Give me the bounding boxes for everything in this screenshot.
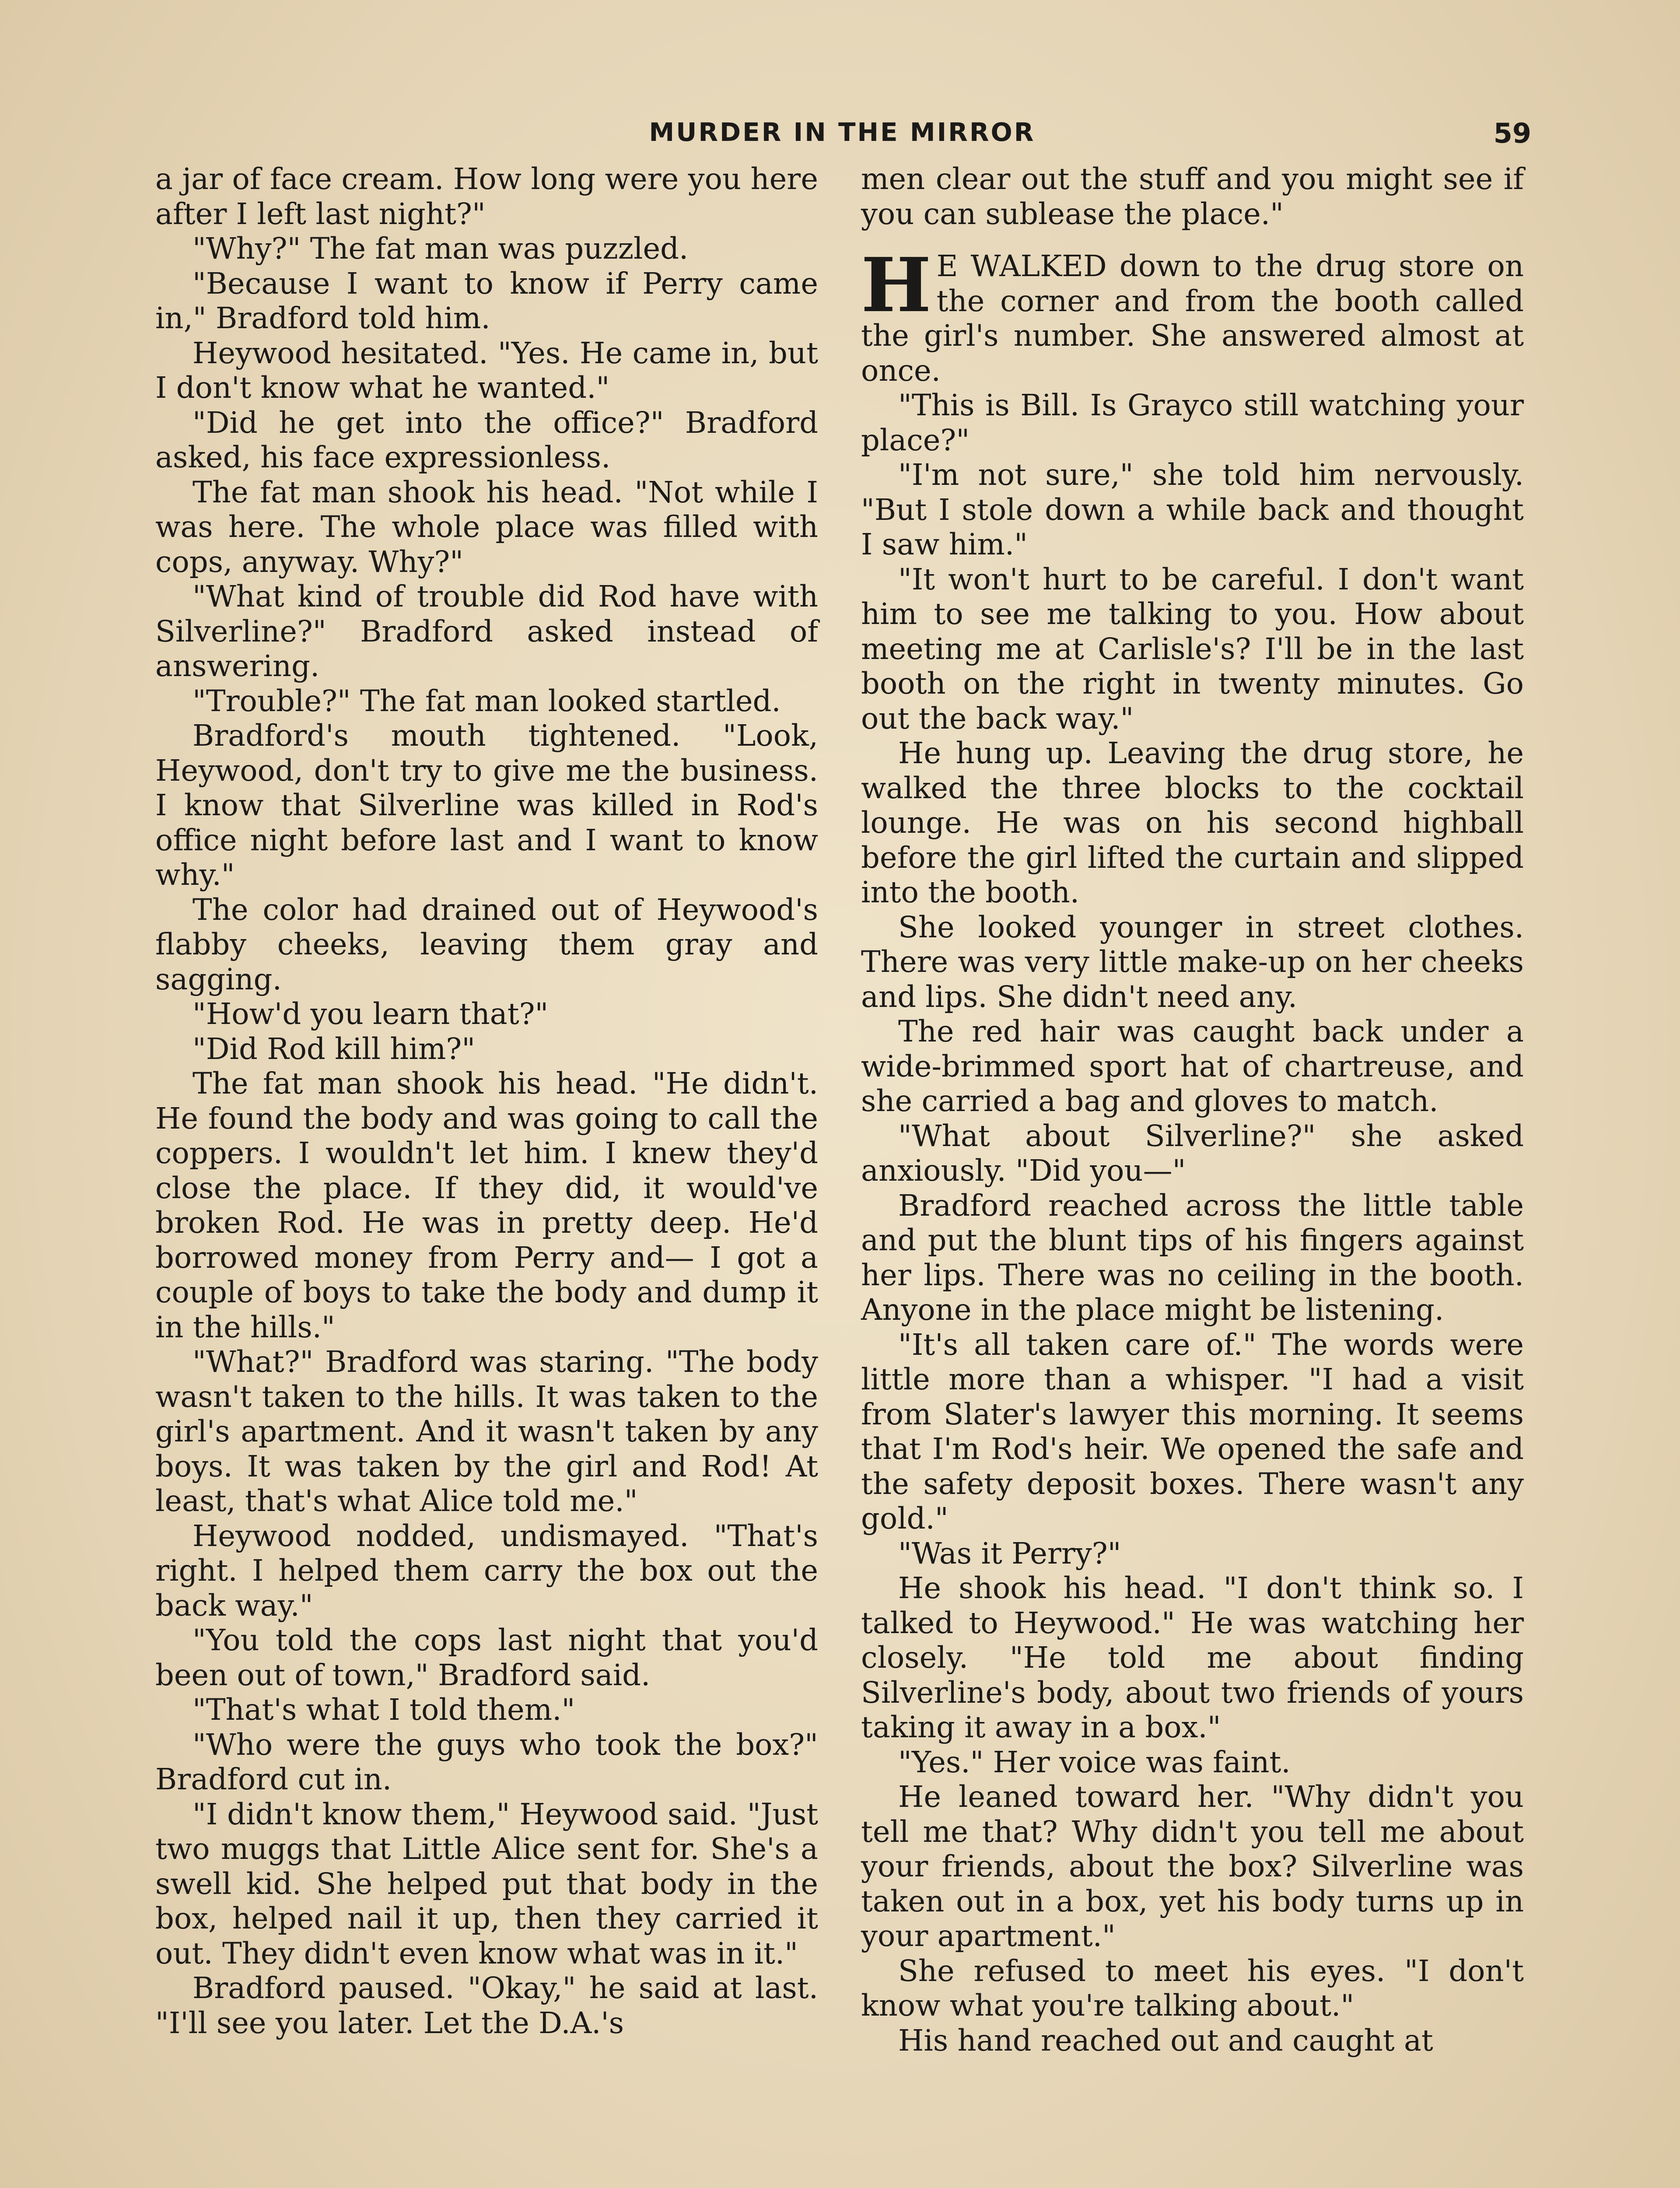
paragraph: "What about Silverline?" she asked anxiously. "Did you—" xyxy=(861,1119,1524,1188)
paragraph: "Did he get into the office?" Bradford asked, his face expressionless. xyxy=(155,405,818,474)
paragraph: He hung up. Leaving the drug store, he walked the three blocks to the cocktail lounge. He was on his second highball before the girl lifted the curtain and slipped into the booth. xyxy=(861,736,1524,909)
section-start-paragraph xyxy=(861,242,1524,388)
paragraph: Bradford reached across the little table and put the blunt tips of his fingers against her lips. There was no ceiling in the booth. Anyone in the place might be listening. xyxy=(861,1188,1524,1327)
paragraph: She refused to meet his eyes. "I don't know what you're talking about." xyxy=(861,1953,1524,2023)
paragraph: "How'd you learn that?" xyxy=(192,997,549,1031)
paragraph: Heywood nodded, undismayed. "That's right. I helped them carry the box out the back way." xyxy=(155,1518,818,1623)
paragraph: The fat man shook his head. "Not while I was here. The whole place was filled with cops, anyway. Why?" xyxy=(155,475,818,579)
paragraph: "Who were the guys who took the box?" Bradford cut in. xyxy=(155,1727,818,1796)
paragraph: "What kind of trouble did Rod have with Silverline?" Bradford asked instead of answering. xyxy=(155,579,818,683)
paragraph: Heywood hesitated. "Yes. He came in, but I don't know what he wanted." xyxy=(155,336,818,405)
paragraph-continuation: men clear out the stuff and you might see if you can sublease the place." xyxy=(861,162,1524,231)
left-column xyxy=(155,162,818,2041)
paragraph: "I'm not sure," she told him nervously. "But I stole down a while back and thought I saw him." xyxy=(861,458,1524,561)
paragraph: "I didn't know them," Heywood said. "Just two muggs that Little Alice sent for. She's a swell kid. She helped put that body in the box, helped nail it up, then they carried it out. They didn't even know what was in it." xyxy=(155,1797,818,1971)
running-title: MURDER IN THE MIRROR xyxy=(649,117,1036,147)
page-number: 59 xyxy=(1493,117,1531,149)
paragraph: "It's all taken care of." The words were little more than a whisper. "I had a visit from Slater's lawyer this morning. It seems that I'm Rod's heir. We opened the safe and the safety deposit boxes. There wasn't any gold." xyxy=(861,1327,1524,1536)
paragraph: "You told the cops last night that you'd been out of town," Bradford said. xyxy=(155,1623,818,1692)
paragraph: a jar of face cream. How long were you here after I left last night?" xyxy=(155,162,818,231)
paragraph: Bradford's mouth tightened. "Look, Heywood, don't try to give me the business. I know that Silverline was killed in Rod's office night before last and I want to know why." xyxy=(155,719,818,892)
paragraph: "Because I want to know if Perry came in," Bradford told him. xyxy=(155,266,818,335)
paragraph: The red hair was caught back under a wide-brimmed sport hat of chartreuse, and she carried a bag and gloves to match. xyxy=(861,1014,1524,1118)
paragraph: "This is Bill. Is Grayco still watching your place?" xyxy=(861,388,1524,457)
paragraph: "Trouble?" The fat man looked startled. xyxy=(192,684,781,718)
paragraph: His hand reached out and caught at xyxy=(898,2023,1433,2058)
page-header xyxy=(153,117,1531,152)
paragraph: "That's what I told them." xyxy=(192,1693,575,1727)
drop-cap: H xyxy=(861,242,931,329)
paragraph: Bradford paused. "Okay," he said at last. "I'll see you later. Let the D.A.'s xyxy=(155,1971,818,2040)
paragraph: The fat man shook his head. "He didn't. He found the body and was going to call the coppers. I wouldn't let him. I knew they'd close the place. If they did, it would've broken Rod. He was in pretty deep. He'd borrowed money from Perry and— I got a couple of boys to take the body and dump it in the hills." xyxy=(155,1066,818,1344)
paragraph: She looked younger in street clothes. There was very little make-up on her cheeks and lips. She didn't need any. xyxy=(861,910,1524,1014)
paragraph: The color had drained out of Heywood's flabby cheeks, leaving them gray and sagging. xyxy=(155,892,818,996)
paragraph: "What?" Bradford was staring. "The body wasn't taken to the hills. It was taken to the girl's apartment. And it wasn't taken by any boys. It was taken by the girl and Rod! At least, that's what Alice told me." xyxy=(155,1345,818,1518)
paragraph: "Why?" The fat man was puzzled. xyxy=(192,231,689,266)
right-column xyxy=(861,162,1524,2058)
section-start-text: E WALKED down to the drug store on the corner and from the booth called the girl's number. She answered almost at once. xyxy=(861,249,1524,388)
paragraph: "Did Rod kill him?" xyxy=(192,1031,476,1066)
paragraph: He leaned toward her. "Why didn't you tell me that? Why didn't you tell me about your friends, about the box? Silverline was taken out in a box, yet his body turns up in your apartment." xyxy=(861,1780,1524,1953)
paragraph: "Yes." Her voice was faint. xyxy=(898,1745,1291,1779)
paragraph: He shook his head. "I don't think so. I talked to Heywood." He was watching her closely. "He told me about finding Silverline's body, about two friends of yours taking it away in a box." xyxy=(861,1571,1524,1744)
paragraph: "Was it Perry?" xyxy=(898,1536,1121,1571)
paragraph: "It won't hurt to be careful. I don't want him to see me talking to you. How about meeting me at Carlisle's? I'll be in the last booth on the right in twenty minutes. Go out the back way." xyxy=(861,562,1524,736)
